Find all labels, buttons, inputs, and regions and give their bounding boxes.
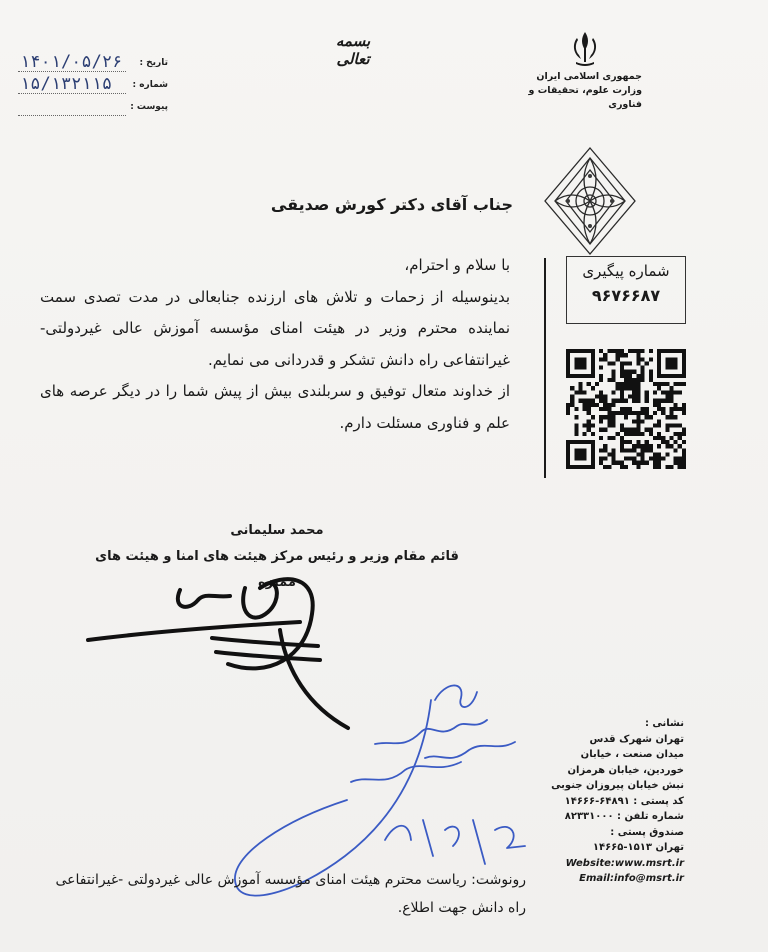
address-line: نشانی : [644,718,684,729]
greeting: با سلام و احترام، [404,256,510,274]
meta-number-value: ۱۵/۱۳۲۱۱۵ [20,74,113,94]
letter-meta [18,52,168,118]
basmala: بسمه تعالی [335,32,371,68]
body-paragraph: از خداوند متعال توفیق و سربلندی بیش از پیش شما را در دیگر عرصه های علم و فناوری مسئلت دارم. [40,382,510,432]
signer-name: محمد سلیمانی [230,523,324,538]
meta-number [18,74,168,96]
website-link[interactable]: Website:www.msrt.ir [565,857,684,869]
meta-line [18,93,126,94]
meta-line [18,115,126,116]
email-link[interactable]: Email:info@msrt.ir [579,873,684,884]
address-line: صندوق پستی : [610,826,684,838]
meta-attachment [18,96,168,118]
addressee: جناب آقای دکتر کورش صدیقی [270,195,513,214]
iran-emblem-icon [564,28,606,70]
meta-number-label: شماره : [132,80,168,90]
meta-date-label: تاریخ : [139,58,168,68]
country-name: جمهوری اسلامی ایران [536,71,642,82]
letter-body [40,250,510,439]
body-paragraph: بدینوسیله از زحمات و تلاش های ارزنده جنابعالی در مدت تصدی سمت نماینده محترم وزیر در هیئت امنای مؤسسه آموزش عالی غیردولتی- غیرانتفاعی راه دانش تشکر و قدردانی می نمایم. [40,287,510,369]
qr-code-icon [566,349,686,469]
tracking-label: شماره پیگیری [582,262,670,280]
divider-line [544,258,546,478]
ministry-address [534,716,684,887]
meta-line [18,71,126,72]
address-line: خوردین، خیابان هرمزان [567,764,684,776]
address-line: شماره تلفن : ۸۲۳۳۱۰۰۰ [564,811,684,822]
tracking-number: ۹۶۷۶۶۸۷ [591,286,661,305]
copy-recipient: رونوشت: ریاست محترم هیئت امنای مؤسسه آموزش عالی غیردولتی -غیرانتفاعی راه دانش جهت اطلاع. [55,872,526,916]
ministry-name: وزارت علوم، تحقیقات و فناوری [528,85,642,110]
address-line: میدان صنعت ، خیابان [580,749,684,760]
ministry-title [520,70,642,112]
address-line: کد پستی : ۶۴۸۹۱-۱۴۶۶۶ [564,795,684,807]
address-line: تهران شهرک قدس [589,733,684,745]
signer-title: قائم مقام وزیر و رئیس مرکز هیئت های امنا و هیئت های ممیزه [95,549,459,590]
ornament-icon [540,146,640,256]
address-line: تهران ۱۵۱۳-۱۴۶۶۵ [592,842,684,853]
meta-date-value: ۱۴۰۱/۰۵/۲۶ [20,52,123,72]
address-line: نبش خیابان پیروزان جنوبی [551,780,684,791]
meta-attachment-label: پیوست : [130,102,168,112]
meta-date [18,52,168,74]
tracking-box [566,256,686,324]
